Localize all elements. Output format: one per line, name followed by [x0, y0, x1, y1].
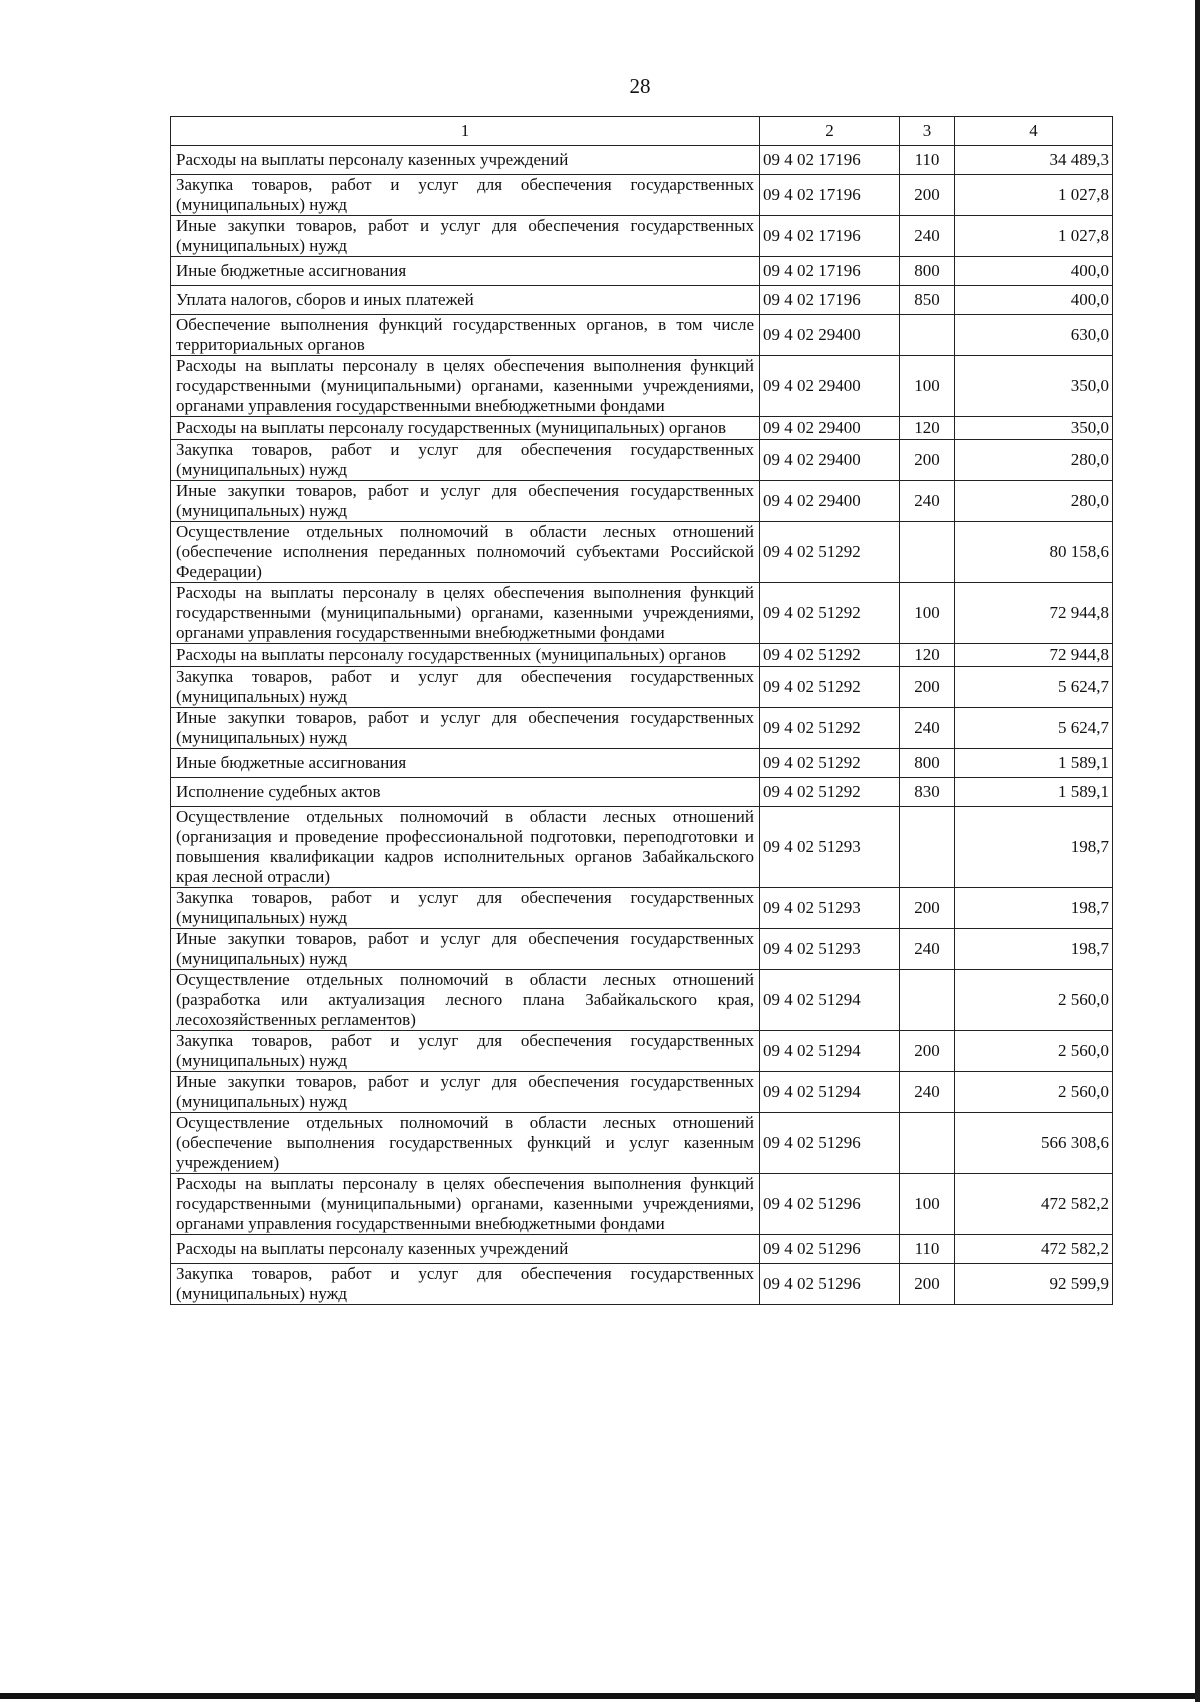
cell-amount: 400,0: [955, 257, 1113, 286]
table-row: [171, 286, 1113, 315]
cell-name: Осуществление отдельных полномочий в области лесных отношений (обеспечение выполнения государственных функций и услуг казенным учреждением): [171, 1113, 760, 1174]
table-row: [171, 1072, 1113, 1113]
cell-code: 09 4 02 51293: [760, 929, 900, 970]
table-row: [171, 888, 1113, 929]
cell-amount: 5 624,7: [955, 667, 1113, 708]
cell-type: 100: [900, 583, 955, 644]
cell-type: 200: [900, 667, 955, 708]
table-row: [171, 708, 1113, 749]
cell-name: Закупка товаров, работ и услуг для обеспечения государственных (муниципальных) нужд: [171, 1031, 760, 1072]
cell-code: 09 4 02 17196: [760, 216, 900, 257]
table-row: [171, 778, 1113, 807]
cell-amount: 280,0: [955, 481, 1113, 522]
cell-name: Закупка товаров, работ и услуг для обеспечения государственных (муниципальных) нужд: [171, 440, 760, 481]
cell-type: [900, 970, 955, 1031]
cell-type: 240: [900, 708, 955, 749]
table-row: [171, 970, 1113, 1031]
cell-name: Осуществление отдельных полномочий в области лесных отношений (обеспечение исполнения переданных полномочий субъектами Российской Федерации): [171, 522, 760, 583]
table-row: [171, 1031, 1113, 1072]
header-col-amount: 4: [955, 117, 1113, 146]
cell-amount: 350,0: [955, 417, 1113, 440]
cell-amount: 1 589,1: [955, 778, 1113, 807]
cell-type: 200: [900, 1264, 955, 1305]
cell-amount: 472 582,2: [955, 1235, 1113, 1264]
cell-name: Расходы на выплаты персоналу в целях обеспечения выполнения функций государственными (муниципальными) органами, казенными учреждениями, органами управления государственными внебюджетными фондами: [171, 356, 760, 417]
cell-amount: 280,0: [955, 440, 1113, 481]
cell-type: 120: [900, 644, 955, 667]
cell-amount: 2 560,0: [955, 1031, 1113, 1072]
table-row: [171, 315, 1113, 356]
cell-name: Уплата налогов, сборов и иных платежей: [171, 286, 760, 315]
cell-amount: 80 158,6: [955, 522, 1113, 583]
cell-code: 09 4 02 29400: [760, 356, 900, 417]
cell-amount: 472 582,2: [955, 1174, 1113, 1235]
scan-edge: [1195, 0, 1200, 1702]
cell-type: 120: [900, 417, 955, 440]
cell-type: 110: [900, 146, 955, 175]
cell-type: [900, 1113, 955, 1174]
cell-type: 240: [900, 929, 955, 970]
cell-name: Закупка товаров, работ и услуг для обеспечения государственных (муниципальных) нужд: [171, 888, 760, 929]
header-col-code: 2: [760, 117, 900, 146]
cell-code: 09 4 02 29400: [760, 481, 900, 522]
cell-name: Иные бюджетные ассигнования: [171, 749, 760, 778]
cell-code: 09 4 02 51292: [760, 522, 900, 583]
table-row: [171, 1235, 1113, 1264]
cell-code: 09 4 02 51292: [760, 644, 900, 667]
cell-code: 09 4 02 17196: [760, 257, 900, 286]
cell-amount: 5 624,7: [955, 708, 1113, 749]
cell-name: Расходы на выплаты персоналу в целях обеспечения выполнения функций государственными (муниципальными) органами, казенными учреждениями, органами управления государственными внебюджетными фондами: [171, 583, 760, 644]
cell-code: 09 4 02 17196: [760, 175, 900, 216]
cell-code: 09 4 02 51294: [760, 1031, 900, 1072]
cell-code: 09 4 02 51296: [760, 1264, 900, 1305]
cell-amount: 1 589,1: [955, 749, 1113, 778]
cell-type: 240: [900, 216, 955, 257]
cell-amount: 198,7: [955, 807, 1113, 888]
cell-type: [900, 522, 955, 583]
cell-code: 09 4 02 51296: [760, 1174, 900, 1235]
cell-amount: 2 560,0: [955, 1072, 1113, 1113]
cell-name: Иные закупки товаров, работ и услуг для обеспечения государственных (муниципальных) нужд: [171, 216, 760, 257]
cell-type: 100: [900, 356, 955, 417]
table-row: [171, 522, 1113, 583]
cell-code: 09 4 02 51294: [760, 970, 900, 1031]
cell-name: Расходы на выплаты персоналу государственных (муниципальных) органов: [171, 417, 760, 440]
cell-amount: 566 308,6: [955, 1113, 1113, 1174]
cell-name: Закупка товаров, работ и услуг для обеспечения государственных (муниципальных) нужд: [171, 667, 760, 708]
cell-code: 09 4 02 51293: [760, 807, 900, 888]
cell-type: 200: [900, 440, 955, 481]
cell-code: 09 4 02 51293: [760, 888, 900, 929]
table-row: [171, 216, 1113, 257]
bottom-border: [0, 1693, 1200, 1699]
table-row: [171, 481, 1113, 522]
table-row: [171, 807, 1113, 888]
cell-type: 110: [900, 1235, 955, 1264]
table-body: [171, 146, 1113, 1305]
table-row: [171, 175, 1113, 216]
cell-code: 09 4 02 29400: [760, 417, 900, 440]
table-row: [171, 583, 1113, 644]
cell-code: 09 4 02 29400: [760, 440, 900, 481]
table-row: [171, 1264, 1113, 1305]
cell-code: 09 4 02 51292: [760, 708, 900, 749]
cell-code: 09 4 02 51296: [760, 1113, 900, 1174]
cell-name: Исполнение судебных актов: [171, 778, 760, 807]
cell-type: 240: [900, 481, 955, 522]
table-row: [171, 667, 1113, 708]
cell-amount: 630,0: [955, 315, 1113, 356]
cell-code: 09 4 02 17196: [760, 146, 900, 175]
table-row: [171, 1113, 1113, 1174]
cell-amount: 34 489,3: [955, 146, 1113, 175]
cell-type: 800: [900, 749, 955, 778]
table-row: [171, 146, 1113, 175]
table-row: [171, 440, 1113, 481]
cell-amount: 350,0: [955, 356, 1113, 417]
cell-name: Закупка товаров, работ и услуг для обеспечения государственных (муниципальных) нужд: [171, 1264, 760, 1305]
cell-amount: 198,7: [955, 888, 1113, 929]
cell-name: Закупка товаров, работ и услуг для обеспечения государственных (муниципальных) нужд: [171, 175, 760, 216]
cell-name: Расходы на выплаты персоналу казенных учреждений: [171, 1235, 760, 1264]
cell-code: 09 4 02 51292: [760, 749, 900, 778]
table-header: [171, 117, 1113, 146]
cell-name: Осуществление отдельных полномочий в области лесных отношений (организация и проведение профессиональной подготовки, переподготовки и повышения квалификации кадров исполнительных органов Забайкальского края лесной отрасли): [171, 807, 760, 888]
header-col-type: 3: [900, 117, 955, 146]
table-row: [171, 417, 1113, 440]
table-row: [171, 257, 1113, 286]
cell-amount: 72 944,8: [955, 583, 1113, 644]
budget-table: [170, 116, 1113, 1305]
cell-code: 09 4 02 51292: [760, 778, 900, 807]
table-row: [171, 749, 1113, 778]
cell-amount: 72 944,8: [955, 644, 1113, 667]
cell-code: 09 4 02 51296: [760, 1235, 900, 1264]
cell-name: Расходы на выплаты персоналу казенных учреждений: [171, 146, 760, 175]
cell-name: Иные закупки товаров, работ и услуг для обеспечения государственных (муниципальных) нужд: [171, 1072, 760, 1113]
cell-code: 09 4 02 51292: [760, 667, 900, 708]
cell-type: 200: [900, 175, 955, 216]
cell-amount: 2 560,0: [955, 970, 1113, 1031]
cell-code: 09 4 02 51294: [760, 1072, 900, 1113]
cell-name: Осуществление отдельных полномочий в области лесных отношений (разработка или актуализация лесного плана Забайкальского края, лесохозяйственных регламентов): [171, 970, 760, 1031]
cell-type: 100: [900, 1174, 955, 1235]
cell-name: Обеспечение выполнения функций государственных органов, в том числе территориальных органов: [171, 315, 760, 356]
cell-type: 830: [900, 778, 955, 807]
header-row: [171, 117, 1113, 146]
cell-name: Иные закупки товаров, работ и услуг для обеспечения государственных (муниципальных) нужд: [171, 708, 760, 749]
cell-code: 09 4 02 51292: [760, 583, 900, 644]
cell-name: Иные бюджетные ассигнования: [171, 257, 760, 286]
cell-amount: 1 027,8: [955, 216, 1113, 257]
cell-type: 800: [900, 257, 955, 286]
cell-code: 09 4 02 17196: [760, 286, 900, 315]
cell-name: Иные закупки товаров, работ и услуг для обеспечения государственных (муниципальных) нужд: [171, 481, 760, 522]
header-col-name: 1: [171, 117, 760, 146]
cell-code: 09 4 02 29400: [760, 315, 900, 356]
cell-type: [900, 315, 955, 356]
table-row: [171, 929, 1113, 970]
table-row: [171, 1174, 1113, 1235]
page-number: 28: [629, 74, 651, 98]
cell-type: 200: [900, 1031, 955, 1072]
cell-type: [900, 807, 955, 888]
cell-name: Иные закупки товаров, работ и услуг для обеспечения государственных (муниципальных) нужд: [171, 929, 760, 970]
cell-type: 850: [900, 286, 955, 315]
cell-amount: 92 599,9: [955, 1264, 1113, 1305]
cell-name: Расходы на выплаты персоналу государственных (муниципальных) органов: [171, 644, 760, 667]
table-row: [171, 644, 1113, 667]
cell-type: 240: [900, 1072, 955, 1113]
cell-amount: 400,0: [955, 286, 1113, 315]
cell-name: Расходы на выплаты персоналу в целях обеспечения выполнения функций государственными (муниципальными) органами, казенными учреждениями, органами управления государственными внебюджетными фондами: [171, 1174, 760, 1235]
table-row: [171, 356, 1113, 417]
cell-amount: 1 027,8: [955, 175, 1113, 216]
cell-amount: 198,7: [955, 929, 1113, 970]
cell-type: 200: [900, 888, 955, 929]
